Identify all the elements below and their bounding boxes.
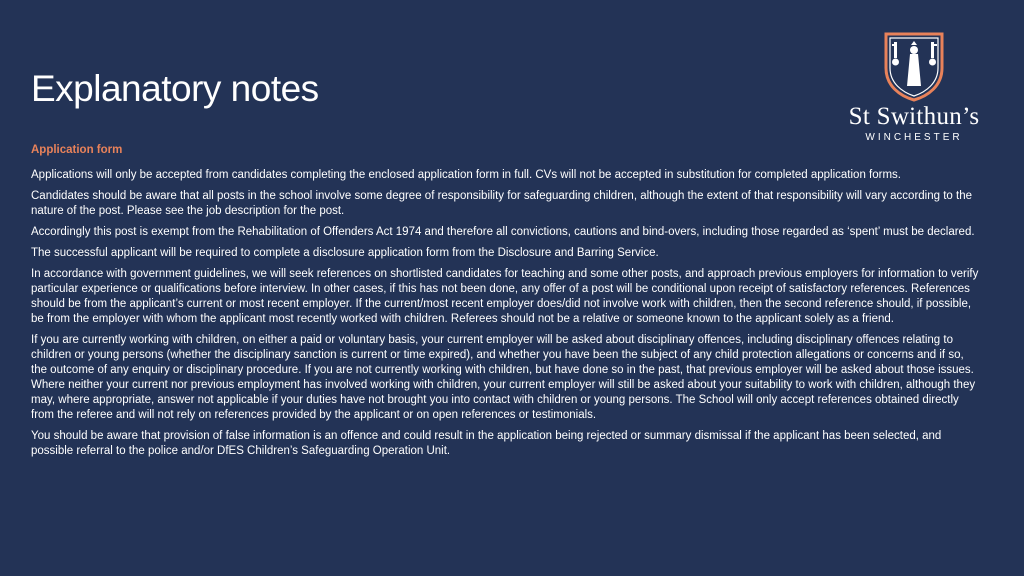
school-logo	[834, 32, 994, 147]
paragraph-references: In accordance with government guidelines, we will seek references on shortlisted candidates for teaching and some other posts, and approach previous employers for information to verify particular experience or qualifications before interview. In other cases, if this has not been done, any offer of a post will be conditional upon receipt of satisfactory references. References should be from the applicant’s current or most recent employer. If the current/most recent employer does/did not involve work with children, then the second reference should, if possible, be from the employer with whom the applicant most recently worked with children. Referees should not be a relative or someone known to the applicant solely as a friend.	[31, 268, 979, 325]
paragraph-safeguarding: Candidates should be aware that all posts in the school involve some degree of responsibility for safeguarding children, although the extent of that responsibility will vary according to the nature of the post. Please see the job description for the post.	[31, 190, 972, 217]
paragraph-current-employment: If you are currently working with children, on either a paid or voluntary basis, your current employer will be asked about disciplinary offences, including disciplinary offences relating to children or young persons (whether the disciplinary sanction is current or time expired), and whether you have been the subject of any child protection allegations or concerns and if so, the outcome of any enquiry or disciplinary procedure. If you are not currently working with children, but have done so in the past, that previous employer will be asked about those issues. Where neither your current nor previous employment has involved working with children, your current employer will still be asked about your suitability to work with children, although they may, where appropriate, answer not applicable if your duties have not brought you into contact with children or young persons. The School will only accept references obtained directly from the referee and will not rely on references provided by the applicant or on open references or testimonials.	[31, 334, 976, 421]
notes-content	[31, 143, 979, 465]
logo-location: WINCHESTER	[865, 132, 963, 143]
page-title: Explanatory notes	[31, 68, 319, 109]
section-heading: Application form	[31, 144, 123, 156]
paragraph-false-information: You should be aware that provision of false information is an offence and could result in the application being rejected or summary dismissal if the applicant has been selected, and possible referral to the police and/or DfES Children’s Safeguarding Operation Unit.	[31, 430, 942, 457]
paragraph-applications: Applications will only be accepted from candidates completing the enclosed application form in full. CVs will not be accepted in substitution for completed application forms.	[31, 169, 901, 181]
paragraph-rehabilitation-act: Accordingly this post is exempt from the Rehabilitation of Offenders Act 1974 and therefore all convictions, cautions and bind-overs, including those regarded as ‘spent’ must be declared.	[31, 226, 975, 238]
paragraph-disclosure: The successful applicant will be required to complete a disclosure application form from the Disclosure and Barring Service.	[31, 247, 659, 259]
crest-icon	[882, 32, 946, 102]
logo-wordmark: St Swithun’s	[848, 103, 980, 130]
